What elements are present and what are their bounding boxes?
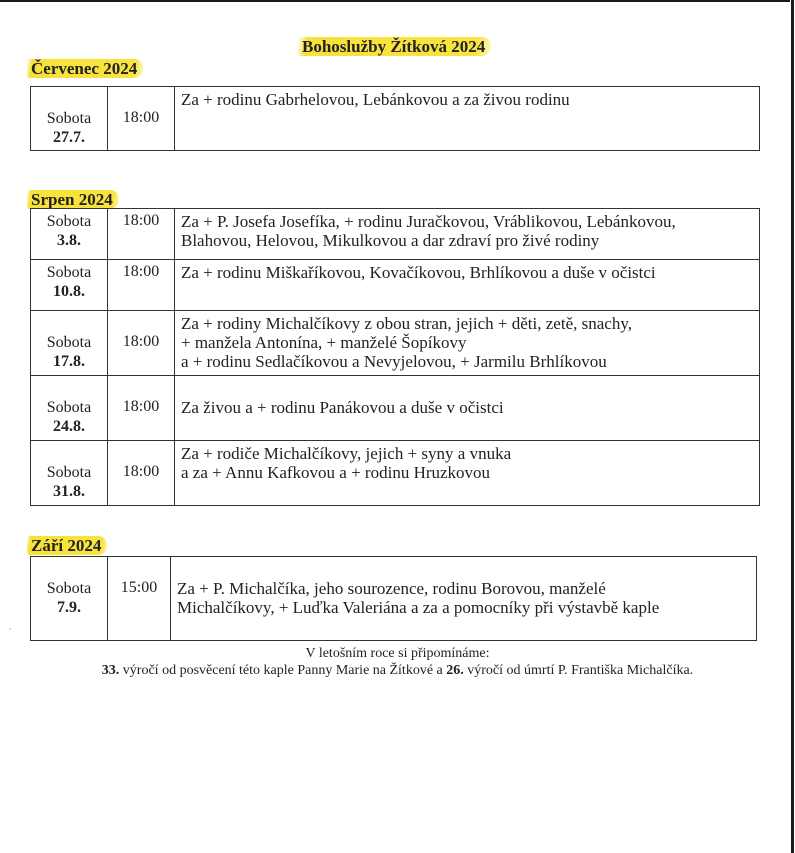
day-label: Sobota [46,334,92,351]
intention-text: Za + rodiny Michalčíkovy z obou stran, jejich + děti, zetě, snachy, + manžela Antonína, + manželé Šopíkovy a + rodinu Sedlačíkovou a Nevyjelovou, + Jarmilu Brhlíkovou [175,311,760,376]
footer-text: výročí od posvěcení této kaple Panny Marie na Žítkové a [119,663,447,678]
schedule-table-august [30,208,760,506]
day-label: Sobota [46,110,92,127]
anniversary-number: 26. [446,663,464,678]
table-row [31,311,760,376]
table-row [31,209,760,260]
day-label: Sobota [46,213,92,230]
footer-remembrance-heading: V letošním roce si připomínáme: [305,646,490,661]
page-right-edge [791,0,794,853]
month-heading-september: Září 2024 [27,536,107,555]
page-top-edge [0,0,790,2]
month-heading-august: Srpen 2024 [27,190,119,209]
day-label: Sobota [46,580,92,597]
table-row [31,557,757,641]
schedule-table-july [30,86,760,151]
day-label: Sobota [46,464,92,481]
day-cell [31,557,108,641]
table-row [31,376,760,441]
time-cell: 18:00 [108,209,175,260]
time-cell: 18:00 [108,260,175,311]
day-cell [31,209,108,260]
schedule-table-september [30,556,757,641]
footer-text: výročí od úmrtí P. Františka Michalčíka. [463,663,694,678]
scan-speck [9,628,11,630]
intention-text: Za + rodiče Michalčíkovy, jejich + syny a vnuka a za + Annu Kafkovou a + rodinu Hruzkovou [175,441,760,506]
date-label: 31.8. [53,483,85,500]
date-label: 27.7. [53,129,85,146]
time-cell: 18:00 [108,376,175,441]
intention-text: Za + rodinu Miškaříkovou, Kovačíkovou, Brhlíkovou a duše v očistci [175,260,760,311]
day-cell [31,311,108,376]
time-cell: 18:00 [108,87,175,151]
date-label: 7.9. [57,599,81,616]
footer-anniversaries [0,662,795,680]
date-label: 17.8. [53,353,85,370]
month-heading-july: Červenec 2024 [27,59,143,78]
day-cell [31,87,108,151]
day-label: Sobota [46,264,92,281]
date-label: 24.8. [53,418,85,435]
time-cell: 18:00 [108,311,175,376]
date-label: 10.8. [53,283,85,300]
day-label: Sobota [46,399,92,416]
document-title: Bohoslužby Žítková 2024 [298,37,491,56]
time-cell: 15:00 [108,557,171,641]
day-cell [31,441,108,506]
day-cell [31,260,108,311]
date-label: 3.8. [57,232,81,249]
table-row [31,441,760,506]
time-cell: 18:00 [108,441,175,506]
table-row [31,260,760,311]
intention-text: Za živou a + rodinu Panákovou a duše v očistci [175,376,760,441]
table-row [31,87,760,151]
intention-text: Za + rodinu Gabrhelovou, Lebánkovou a za živou rodinu [175,87,760,151]
anniversary-number: 33. [101,663,120,678]
day-cell [31,376,108,441]
intention-text: Za + P. Michalčíka, jeho sourozence, rodinu Borovou, manželé Michalčíkovy, + Luďka Valeriána a za a pomocníky při výstavbě kaple [171,557,757,641]
intention-text: Za + P. Josefa Josefíka, + rodinu Juračkovou, Vráblikovou, Lebánkovou, Blahovou, Helovou, Mikulkovou a dar zdraví pro živé rodiny [175,209,760,260]
